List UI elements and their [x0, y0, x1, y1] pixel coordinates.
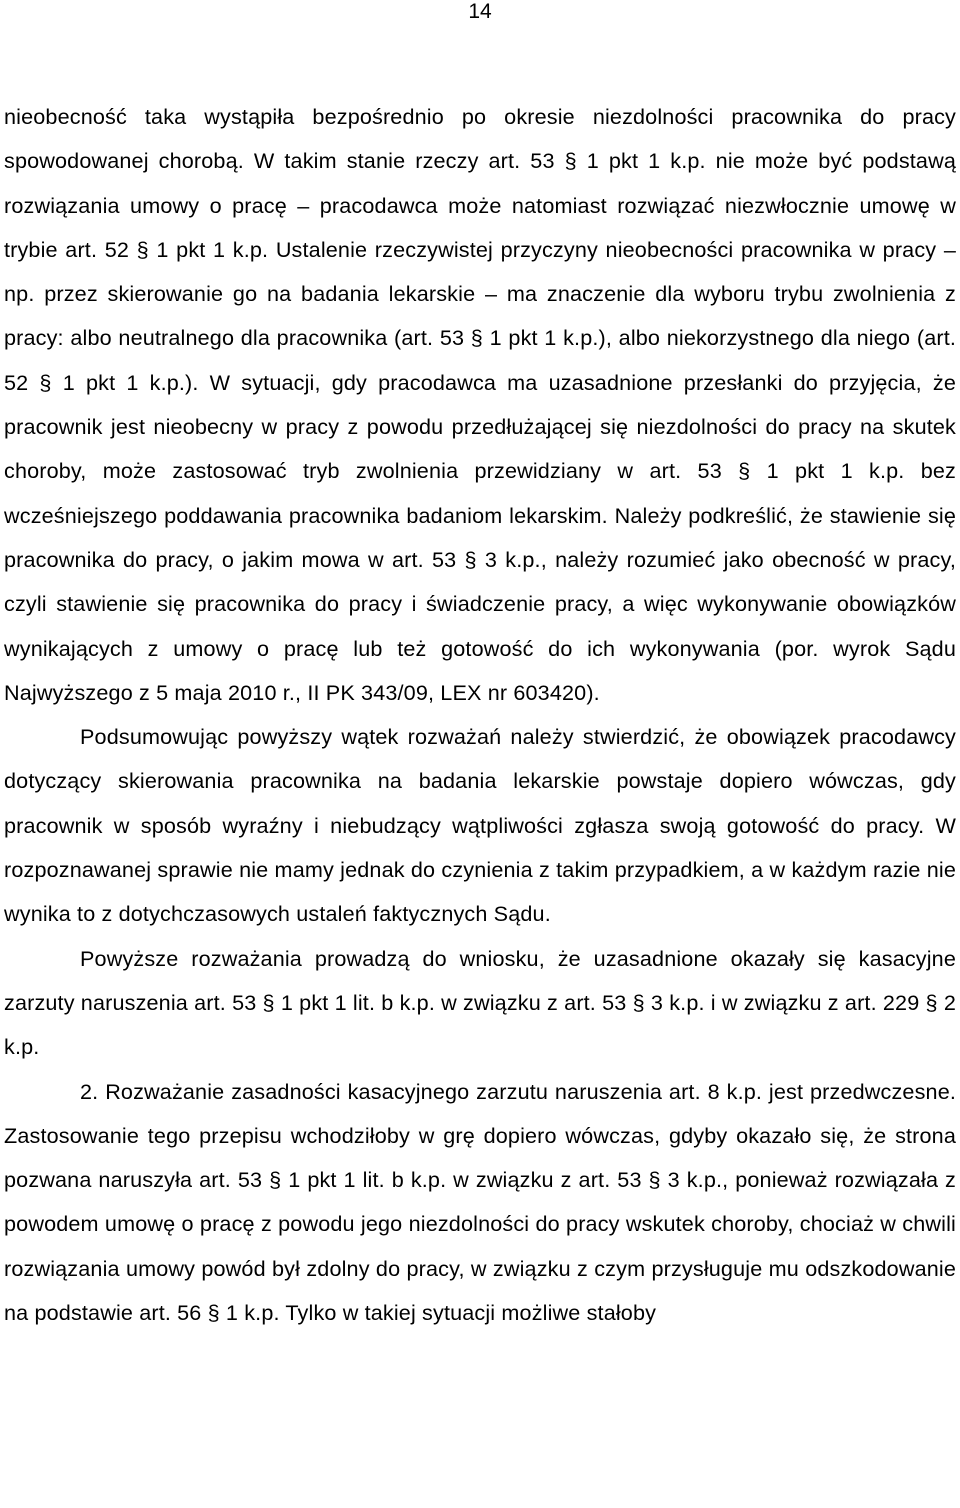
paragraph-2: Podsumowując powyższy wątek rozważań należy stwierdzić, że obowiązek pracodawcy dotyczący skierowania pracownika na badania lekarskie powstaje dopiero wówczas, gdy pracownik w sposób wyraźny i niebudzący wątpliwości zgłasza swoją gotowość do pracy. W rozpoznawanej sprawie nie mamy jednak do czynienia z takim przypadkiem, a w każdym razie nie wynika to z dotychczasowych ustaleń faktycznych Sądu. — [4, 724, 956, 927]
page-number: 14 — [468, 0, 492, 23]
paragraph-4: 2. Rozważanie zasadności kasacyjnego zarzutu naruszenia art. 8 k.p. jest przedwczesne. Zastosowanie tego przepisu wchodziłoby w grę dopiero wówczas, gdyby okazało się, że strona pozwana naruszyła art. 53 § 1 pkt 1 lit. b k.p. w związku z art. 53 § 3 k.p., ponieważ rozwiązała z powodem umowę o pracę z powodu jego niezdolności do pracy wskutek choroby, chociaż w chwili rozwiązania umowy powód był zdolny do pracy, w związku z czym przysługuje mu odszkodowanie na podstawie art. 56 § 1 k.p. Tylko w takiej sytuacji możliwe stałoby — [4, 1078, 956, 1326]
paragraph-1: nieobecność taka wystąpiła bezpośrednio po okresie niezdolności pracownika do pracy spowodowanej chorobą. W takim stanie rzeczy art. 53 § 1 pkt 1 k.p. nie może być podstawą rozwiązania umowy o pracę – pracodawca może natomiast rozwiązać niezwłocznie umowę w trybie art. 52 § 1 pkt 1 k.p. Ustalenie rzeczywistej przyczyny nieobecności pracownika w pracy – np. przez skierowanie go na badania lekarskie – ma znaczenie dla wyboru trybu zwolnienia z pracy: albo neutralnego dla pracownika (art. 53 § 1 pkt 1 k.p.), albo niekorzystnego dla niego (art. 52 § 1 pkt 1 k.p.). W sytuacji, gdy pracodawca ma uzasadnione przesłanki do przyjęcia, że pracownik jest nieobecny w pracy z powodu przedłużającej się niezdolności do pracy na skutek choroby, może zastosować tryb zwolnienia przewidziany w art. 53 § 1 pkt 1 k.p. bez wcześniejszego poddawania pracownika badaniom lekarskim. Należy podkreślić, że stawienie się pracownika do pracy, o jakim mowa w art. 53 § 3 k.p., należy rozumieć jako obecność w pracy, czyli stawienie się pracownika do pracy i świadczenie pracy, a więc wykonywanie obowiązków wynikających z umowy o pracę lub też gotowość do ich wykonywania (por. wyrok Sądu Najwyższego z 5 maja 2010 r., II PK 343/09, LEX nr 603420). — [4, 104, 956, 705]
document-body — [4, 95, 956, 1335]
paragraph-3: Powyższe rozważania prowadzą do wniosku, że uzasadnione okazały się kasacyjne zarzuty naruszenia art. 53 § 1 pkt 1 lit. b k.p. w związku z art. 53 § 3 k.p. i w związku z art. 229 § 2 k.p. — [4, 945, 956, 1060]
